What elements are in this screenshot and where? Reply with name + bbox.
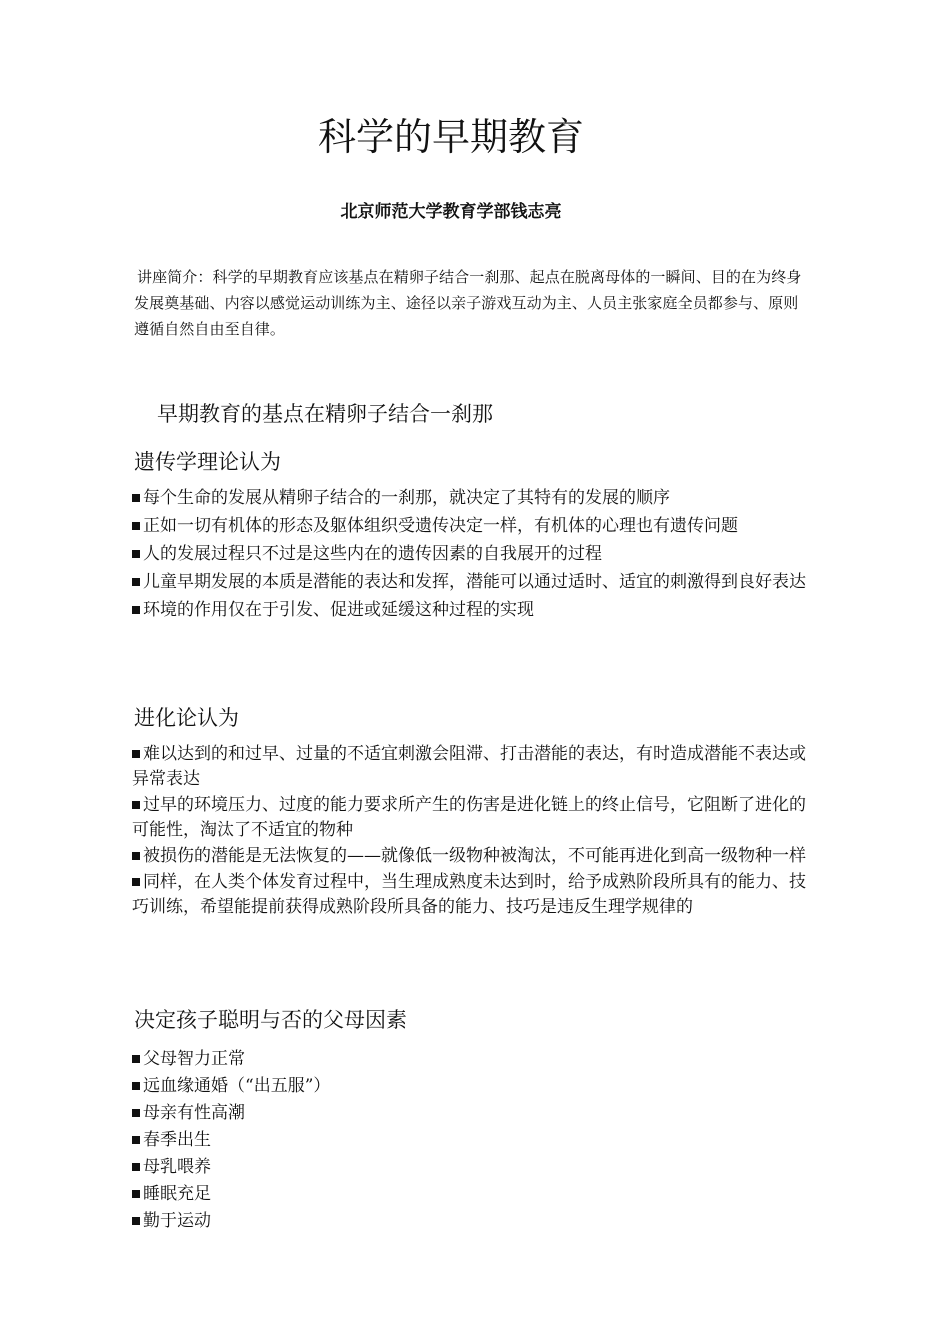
evolution-heading: 进化论认为 <box>134 706 239 730</box>
list-item <box>132 1181 806 1208</box>
list-item-text: 父母智力正常 <box>143 1049 245 1069</box>
list-item-text: 被损伤的潜能是无法恢复的——就像低一级物种被淘汰，不可能再进化到高一级物种一样 <box>143 846 806 866</box>
square-bullet-icon <box>132 1190 140 1198</box>
square-bullet-icon <box>132 1136 140 1144</box>
list-item <box>132 598 806 623</box>
genetics-heading: 遗传学理论认为 <box>134 450 281 474</box>
square-bullet-icon <box>132 550 140 558</box>
list-item-text: 每个生命的发展从精卵子结合的一刹那，就决定了其特有的发展的顺序 <box>143 488 670 508</box>
square-bullet-icon <box>132 1055 140 1063</box>
square-bullet-icon <box>132 522 140 530</box>
list-item-text: 过早的环境压力、过度的能力要求所产生的伤害是进化链上的终止信号，它阻断了进化的可能性，淘汰了不适宜的物种 <box>132 795 806 840</box>
square-bullet-icon <box>132 494 140 502</box>
list-item-text: 难以达到的和过早、过量的不适宜刺激会阻滞、打击潜能的表达，有时造成潜能不表达或异常表达 <box>132 744 806 789</box>
list-item <box>132 742 806 792</box>
intro-label: 讲座简介： <box>137 268 213 286</box>
evolution-list <box>132 742 806 921</box>
author-line: 北京师范大学教育学部钱志亮 <box>340 202 562 222</box>
square-bullet-icon <box>132 852 140 860</box>
list-item-text: 母乳喂养 <box>143 1157 211 1177</box>
list-item <box>132 870 806 920</box>
list-item <box>132 570 806 595</box>
list-item <box>132 1154 806 1181</box>
document-title: 科学的早期教育 <box>317 115 584 159</box>
list-item <box>132 514 806 539</box>
square-bullet-icon <box>132 1163 140 1171</box>
list-item <box>132 1208 806 1235</box>
square-bullet-icon <box>132 1217 140 1225</box>
list-item-text: 春季出生 <box>143 1130 211 1150</box>
list-item-text: 人的发展过程只不过是这些内在的遗传因素的自我展开的过程 <box>143 544 602 564</box>
list-item <box>132 1100 806 1127</box>
square-bullet-icon <box>132 750 140 758</box>
square-bullet-icon <box>132 1109 140 1117</box>
parents-list <box>132 1046 806 1235</box>
lecture-intro <box>134 264 806 342</box>
list-item-text: 睡眠充足 <box>143 1184 211 1204</box>
list-item-text: 儿童早期发展的本质是潜能的表达和发挥，潜能可以通过适时、适宜的刺激得到良好表达 <box>143 572 806 592</box>
square-bullet-icon <box>132 1082 140 1090</box>
list-item <box>132 1073 806 1100</box>
list-item <box>132 486 806 511</box>
list-item-text: 母亲有性高潮 <box>143 1103 245 1123</box>
square-bullet-icon <box>132 606 140 614</box>
list-item-text: 远血缘通婚（“出五服”） <box>143 1076 331 1096</box>
square-bullet-icon <box>132 801 140 809</box>
list-item-text: 勤于运动 <box>143 1211 211 1231</box>
square-bullet-icon <box>132 878 140 886</box>
list-item <box>132 793 806 843</box>
parents-heading: 决定孩子聪明与否的父母因素 <box>134 1008 407 1032</box>
intro-text: 科学的早期教育应该基点在精卵子结合一刹那、起点在脱离母体的一瞬间、目的在为终身发展奠基础、内容以感觉运动训练为主、途径以亲子游戏互动为主、人员主张家庭全员都参与、原则遵循自然自由至自律。 <box>134 268 802 338</box>
list-item-text: 环境的作用仅在于引发、促进或延缓这种过程的实现 <box>143 600 534 620</box>
square-bullet-icon <box>132 578 140 586</box>
list-item <box>132 844 806 869</box>
genetics-list <box>132 486 806 626</box>
list-item <box>132 1127 806 1154</box>
list-item <box>132 1046 806 1073</box>
list-item-text: 正如一切有机体的形态及躯体组织受遗传决定一样，有机体的心理也有遗传问题 <box>143 516 738 536</box>
list-item-text: 同样，在人类个体发育过程中，当生理成熟度未达到时，给予成熟阶段所具有的能力、技巧训练，希望能提前获得成熟阶段所具备的能力、技巧是违反生理学规律的 <box>132 872 806 917</box>
list-item <box>132 542 806 567</box>
section-heading: 早期教育的基点在精卵子结合一刹那 <box>157 402 493 426</box>
